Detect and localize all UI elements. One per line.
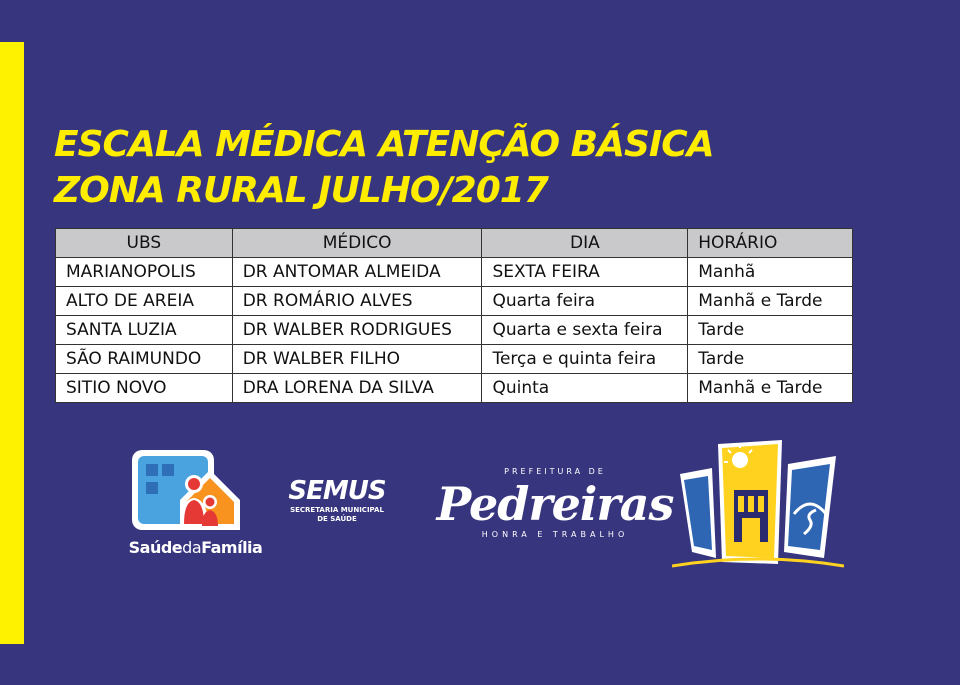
table-header-row: [56, 229, 853, 258]
cell-horario: Tarde: [688, 345, 853, 374]
city-emblem-icon: [672, 434, 844, 574]
title-line-2: ZONA RURAL JULHO/2017: [54, 170, 548, 211]
table-row: [56, 374, 853, 403]
schedule-table: [55, 228, 853, 403]
yellow-side-stripe: [0, 42, 24, 644]
saude-da-familia-wordmark: [128, 538, 263, 557]
cell-dia: Quinta: [482, 374, 688, 403]
cell-medico: DR WALBER FILHO: [232, 345, 482, 374]
saude-da-familia-logo: [128, 440, 263, 565]
page-title: [54, 122, 714, 214]
wordmark-saude: Saúde: [128, 538, 183, 557]
cell-horario: Tarde: [688, 316, 853, 345]
pedreiras-motto: HONRA E TRABALHO: [481, 530, 629, 539]
cell-horario: Manhã: [688, 258, 853, 287]
cell-medico: DR ANTOMAR ALMEIDA: [232, 258, 482, 287]
table-row: [56, 345, 853, 374]
cell-dia: Terça e quinta feira: [482, 345, 688, 374]
header-horario: HORÁRIO: [688, 229, 853, 258]
wordmark-familia: Família: [201, 538, 263, 557]
table-row: [56, 258, 853, 287]
wordmark-da: da: [182, 538, 202, 557]
cell-medico: DRA LORENA DA SILVA: [232, 374, 482, 403]
cell-dia: Quarta e sexta feira: [482, 316, 688, 345]
cell-horario: Manhã e Tarde: [688, 374, 853, 403]
prefeitura-pedreiras-logo: [420, 466, 690, 552]
pedreiras-name: Pedreiras: [436, 477, 674, 531]
cell-medico: DR WALBER RODRIGUES: [232, 316, 482, 345]
title-line-1: ESCALA MÉDICA ATENÇÃO BÁSICA: [54, 124, 714, 165]
pedreiras-prefeitura-label: PREFEITURA DE: [504, 467, 606, 476]
cell-ubs: MARIANOPOLIS: [56, 258, 233, 287]
cell-horario: Manhã e Tarde: [688, 287, 853, 316]
city-emblem: [672, 434, 844, 574]
table-row: [56, 316, 853, 345]
semus-logo: [281, 476, 393, 532]
cell-dia: Quarta feira: [482, 287, 688, 316]
cell-ubs: SANTA LUZIA: [56, 316, 233, 345]
cell-ubs: SÃO RAIMUNDO: [56, 345, 233, 374]
semus-name: SEMUS: [288, 476, 386, 506]
header-ubs: UBS: [56, 229, 233, 258]
cell-medico: DR ROMÁRIO ALVES: [232, 287, 482, 316]
cell-ubs: SITIO NOVO: [56, 374, 233, 403]
family-house-icon: [128, 440, 263, 540]
cell-ubs: ALTO DE AREIA: [56, 287, 233, 316]
semus-subtitle-2: DE SAÚDE: [317, 515, 357, 523]
header-dia: DIA: [482, 229, 688, 258]
semus-subtitle-1: SECRETARIA MUNICIPAL: [290, 506, 384, 514]
cell-dia: SEXTA FEIRA: [482, 258, 688, 287]
header-medico: MÉDICO: [232, 229, 482, 258]
table-row: [56, 287, 853, 316]
